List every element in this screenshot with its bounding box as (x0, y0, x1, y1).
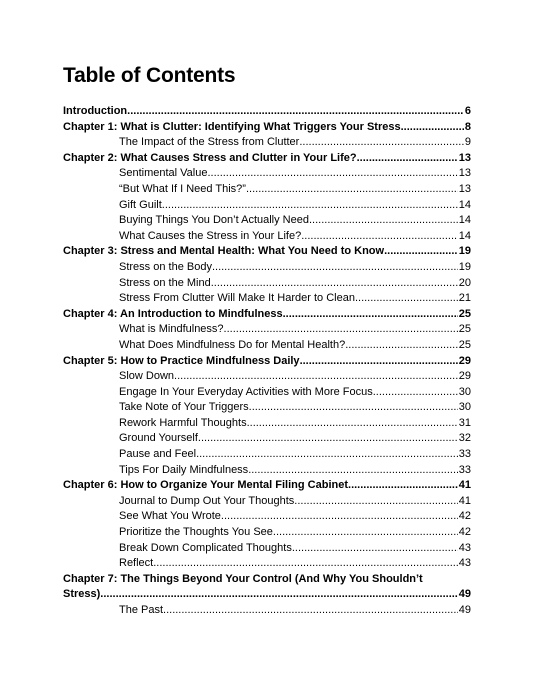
toc-entry-section[interactable] (0, 400, 533, 416)
toc-page-number: 8 (464, 120, 471, 133)
toc-dot-leader (221, 509, 458, 525)
toc-page-number: 13 (458, 151, 471, 164)
toc-dot-leader (348, 478, 458, 494)
toc-dot-leader (224, 322, 458, 338)
toc-entry-section[interactable] (0, 338, 533, 354)
toc-entry-chapter-1[interactable] (0, 120, 533, 136)
toc-entry-label: Pause and Feel (119, 448, 197, 461)
toc-entry-label: What Causes the Stress in Your Life? (119, 229, 302, 242)
toc-entry-chapter-5[interactable] (0, 354, 533, 370)
toc-entry-label: Tips For Daily Mindfulness (119, 463, 249, 476)
toc-page-number: 19 (458, 245, 471, 258)
toc-dot-leader (301, 229, 458, 245)
toc-dot-leader (196, 447, 458, 463)
toc-dot-leader (163, 603, 458, 619)
toc-entry-label: Introduction (63, 105, 128, 117)
toc-entry-section[interactable] (0, 166, 533, 182)
toc-entry-label: Break Down Complicated Thoughts (119, 541, 292, 554)
toc-entry-label: Chapter 6: How to Organize Your Mental Filing Cabinet (63, 479, 349, 492)
toc-dot-leader (153, 556, 458, 572)
toc-dot-leader (401, 120, 464, 136)
toc-entry-label: Chapter 3: Stress and Mental Health: What You Need to Know (63, 245, 385, 258)
toc-page-number: 25 (458, 307, 471, 320)
toc-page-number: 25 (458, 338, 471, 351)
toc-page-number: 32 (458, 432, 471, 445)
toc-page-number: 13 (458, 182, 471, 195)
toc-dot-leader (384, 244, 458, 260)
toc-page-number: 14 (458, 198, 471, 211)
toc-entry-section[interactable] (0, 541, 533, 557)
toc-entry-label: Reflect (119, 557, 154, 570)
toc-entry-label: Stress on the Mind (119, 276, 211, 289)
toc-page-number: 19 (458, 260, 471, 273)
toc-page-number: 14 (458, 214, 471, 227)
toc-entry-section[interactable] (0, 525, 533, 541)
toc-page-number: 41 (458, 479, 471, 492)
toc-page-number: 13 (458, 167, 471, 180)
toc-page-number: 49 (458, 604, 471, 616)
toc-entry-label-continued: Stress) (63, 588, 101, 601)
toc-page-number: 31 (458, 416, 471, 429)
toc-entry-section[interactable] (0, 385, 533, 401)
toc-entry-section[interactable] (0, 198, 533, 214)
toc-entry-label: Take Note of Your Triggers (119, 401, 249, 414)
toc-entry-chapter-6[interactable] (0, 478, 533, 494)
toc-dot-leader (283, 307, 458, 323)
toc-page-number: 42 (458, 526, 471, 539)
toc-dot-leader (211, 276, 458, 292)
toc-dot-leader (100, 587, 457, 603)
toc-entry-introduction[interactable] (0, 104, 533, 120)
toc-dot-leader (292, 541, 458, 557)
toc-dot-leader (294, 494, 457, 510)
toc-entry-label: Engage In Your Everyday Activities with More Focus (119, 385, 373, 398)
toc-page-number: 21 (458, 292, 471, 305)
toc-entry-chapter-2[interactable] (0, 151, 533, 167)
toc-page-number: 20 (458, 276, 471, 289)
toc-entry-section[interactable] (0, 416, 533, 432)
toc-entry-label: What Does Mindfulness Do for Mental Health? (119, 338, 346, 351)
toc-dot-leader (198, 431, 458, 447)
toc-entry-section[interactable] (0, 213, 533, 229)
toc-page-number: 42 (458, 510, 471, 523)
toc-entry-label: Stress on the Body (119, 260, 212, 273)
toc-entry-label: The Impact of the Stress from Clutter (119, 136, 300, 149)
toc-dot-leader (273, 525, 458, 541)
toc-dot-leader (212, 260, 458, 276)
toc-dot-leader (247, 416, 458, 432)
toc-dot-leader (249, 400, 458, 416)
toc-page-number: 14 (458, 229, 471, 242)
toc-entry-section[interactable] (0, 447, 533, 463)
toc-entry-label: The Past (119, 604, 164, 616)
toc-page-number: 6 (464, 105, 471, 117)
toc-entry-section[interactable] (0, 369, 533, 385)
toc-entry-label: Chapter 5: How to Practice Mindfulness Daily (63, 354, 300, 367)
toc-page-number: 30 (458, 401, 471, 414)
toc-entry-section[interactable] (0, 556, 533, 572)
toc-dot-leader (207, 166, 457, 182)
toc-entry-section[interactable] (0, 509, 533, 525)
toc-entry-label: Ground Yourself (119, 432, 198, 445)
toc-entry-section[interactable] (0, 291, 533, 307)
toc-page-number: 49 (458, 588, 471, 601)
toc-dot-leader (162, 198, 458, 214)
toc-page-number: 33 (458, 448, 471, 461)
toc-entry-label: Rework Harmful Thoughts (119, 416, 247, 429)
toc-dot-leader (174, 369, 458, 385)
toc-page-number: 33 (458, 463, 471, 476)
toc-entry-label: Sentimental Value (119, 167, 208, 180)
toc-dot-leader (127, 104, 464, 120)
toc-entry-section[interactable] (0, 135, 533, 151)
toc-entry-label: See What You Wrote (119, 510, 221, 523)
toc-entry-section[interactable] (0, 182, 533, 198)
toc-entry-section[interactable] (0, 322, 533, 338)
toc-entry-label: Buying Things You Don’t Actually Need (119, 214, 309, 227)
toc-dot-leader (300, 354, 458, 370)
toc-page-number: 25 (458, 323, 471, 336)
toc-entry-section[interactable] (0, 494, 533, 510)
toc-entry-label: What is Mindfulness? (119, 323, 224, 336)
toc-page-number: 41 (458, 494, 471, 507)
toc-dot-leader (246, 182, 458, 198)
toc-page-number: 43 (458, 557, 471, 570)
toc-entry-label: Prioritize the Thoughts You See (119, 526, 273, 539)
toc-entry-section[interactable] (0, 260, 533, 276)
toc-entry-section[interactable] (0, 431, 533, 447)
toc-entry-label: “But What If I Need This?” (119, 182, 246, 195)
toc-entry-section[interactable] (0, 276, 533, 292)
toc-dot-leader (357, 151, 458, 167)
toc-entry-section[interactable] (0, 463, 533, 479)
toc-entry-label: Chapter 7: The Things Beyond Your Control (And Why You Shouldn’t (63, 572, 423, 585)
toc-entry-label: Stress From Clutter Will Make It Harder to Clean (119, 292, 355, 305)
toc-entry-chapter-7[interactable] (0, 572, 533, 603)
toc-entry-chapter-4[interactable] (0, 307, 533, 323)
toc-entry-label: Journal to Dump Out Your Thoughts (119, 494, 295, 507)
toc-entry-section[interactable] (0, 603, 533, 619)
toc-dot-leader (299, 135, 464, 151)
toc-entry-label: Slow Down (119, 370, 175, 383)
toc-page-number: 43 (458, 541, 471, 554)
toc-page-number: 29 (458, 370, 471, 383)
toc-entry-label: Chapter 2: What Causes Stress and Clutter in Your Life? (63, 151, 357, 164)
toc-dot-leader (345, 338, 458, 354)
toc-dot-leader (355, 291, 458, 307)
toc-entry-label: Gift Guilt (119, 198, 162, 211)
toc-page-number: 9 (464, 136, 471, 149)
toc-title: Table of Contents (63, 64, 236, 87)
toc-entry-section[interactable] (0, 229, 533, 245)
toc-dot-leader (373, 385, 458, 401)
toc-dot-leader (248, 463, 458, 479)
toc-dot-leader (309, 213, 458, 229)
toc-list (0, 104, 533, 619)
toc-entry-chapter-3[interactable] (0, 244, 533, 260)
toc-page-number: 29 (458, 354, 471, 367)
toc-entry-label: Chapter 1: What is Clutter: Identifying What Triggers Your Stress (63, 120, 401, 133)
toc-entry-label: Chapter 4: An Introduction to Mindfulness (63, 307, 283, 320)
toc-page-number: 30 (458, 385, 471, 398)
